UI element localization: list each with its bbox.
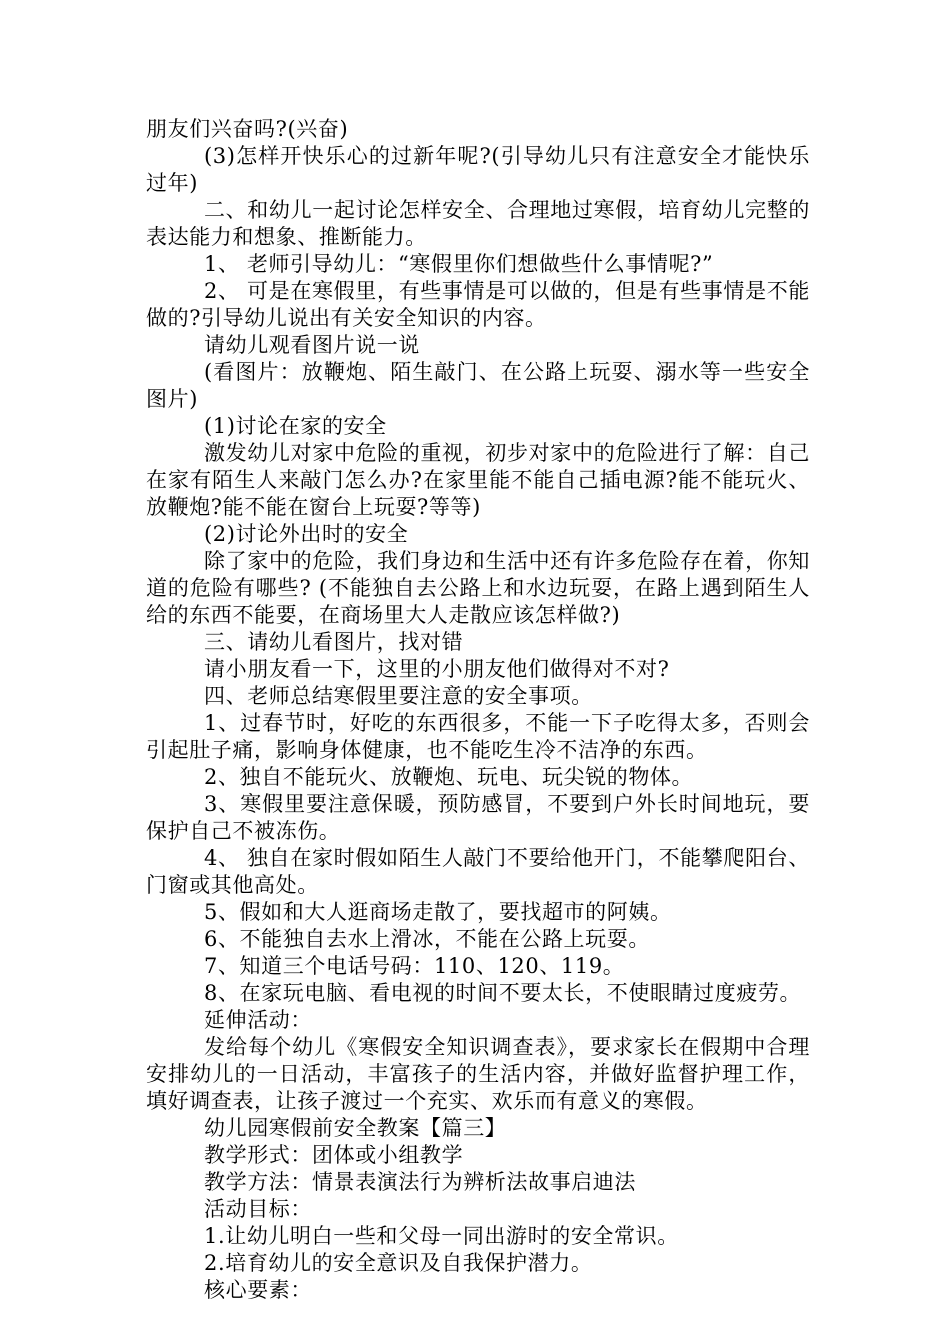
- paragraph: (3)怎样开快乐心的过新年呢?(引导幼儿只有注意安全才能快乐过年): [146, 144, 810, 195]
- paragraph: 除了家中的危险，我们身边和生活中还有许多危险存在着，你知道的危险有哪些? (不能独自去公路上和水边玩耍，在路上遇到陌生人给的东西不能要，在商场里大人走散应该怎样做?): [146, 549, 810, 627]
- paragraph: 二、和幼儿一起讨论怎样安全、合理地过寒假，培育幼儿完整的表达能力和想象、推断能力。: [146, 198, 810, 249]
- paragraph: 3、寒假里要注意保暖，预防感冒，不要到户外长时间地玩，要保护自己不被冻伤。: [146, 792, 810, 843]
- paragraph: 2、独自不能玩火、放鞭炮、玩电、玩尖锐的物体。: [204, 765, 694, 789]
- paragraph: 发给每个幼儿《寒假安全知识调查表》，要求家长在假期中合理安排幼儿的一日活动，丰富孩子的生活内容，并做好监督护理工作，填好调查表，让孩子渡过一个充实、欢乐而有意义的寒假。: [146, 1035, 810, 1113]
- paragraph: (看图片：放鞭炮、陌生敲门、在公路上玩耍、溺水等一些安全图片): [146, 360, 810, 411]
- paragraph: 核心要素：: [204, 1278, 312, 1302]
- paragraph: 请小朋友看一下，这里的小朋友他们做得对不对?: [204, 657, 670, 681]
- paragraph: 1、过春节时，好吃的东西很多，不能一下子吃得太多，否则会引起肚子痛，影响身体健康，也不能吃生冷不洁净的东西。: [146, 711, 810, 762]
- paragraph: 三、请幼儿看图片，找对错: [204, 630, 464, 654]
- paragraph: 1、 老师引导幼儿：“寒假里你们想做些什么事情呢?”: [204, 252, 714, 276]
- paragraph: 朋友们兴奋吗?(兴奋): [146, 117, 349, 141]
- paragraph: (1)讨论在家的安全: [204, 414, 387, 438]
- paragraph: 延伸活动：: [204, 1008, 312, 1032]
- paragraph: 6、不能独自去水上滑冰，不能在公路上玩耍。: [204, 927, 650, 951]
- document-body: [146, 116, 810, 1304]
- paragraph: (2)讨论外出时的安全: [204, 522, 409, 546]
- paragraph: 8、在家玩电脑、看电视的时间不要太长，不使眼睛过度疲劳。: [204, 981, 802, 1005]
- paragraph: 2、 可是在寒假里，有些事情是可以做的，但是有些事情是不能做的?引导幼儿说出有关安全知识的内容。: [146, 279, 810, 330]
- paragraph: 活动目标：: [204, 1197, 312, 1221]
- paragraph: 教学方法：情景表演法行为辨析法故事启迪法: [204, 1170, 636, 1194]
- paragraph: 2.培育幼儿的安全意识及自我保护潜力。: [204, 1251, 593, 1275]
- paragraph: 教学形式：团体或小组教学: [204, 1143, 464, 1167]
- paragraph: 5、假如和大人逛商场走散了，要找超市的阿姨。: [204, 900, 672, 924]
- paragraph: 7、知道三个电话号码：110、120、119。: [204, 954, 625, 978]
- paragraph: 四、老师总结寒假里要注意的安全事项。: [204, 684, 593, 708]
- paragraph: 幼儿园寒假前安全教案【篇三】: [204, 1116, 507, 1140]
- paragraph: 1.让幼儿明白一些和父母一同出游时的安全常识。: [204, 1224, 679, 1248]
- paragraph: 4、 独自在家时假如陌生人敲门不要给他开门，不能攀爬阳台、门窗或其他高处。: [146, 846, 810, 897]
- paragraph: 请幼儿观看图片说一说: [204, 333, 420, 357]
- paragraph: 激发幼儿对家中危险的重视，初步对家中的危险进行了解：自己在家有陌生人来敲门怎么办?在家里能不能自己插电源?能不能玩火、放鞭炮?能不能在窗台上玩耍?等等): [146, 441, 810, 519]
